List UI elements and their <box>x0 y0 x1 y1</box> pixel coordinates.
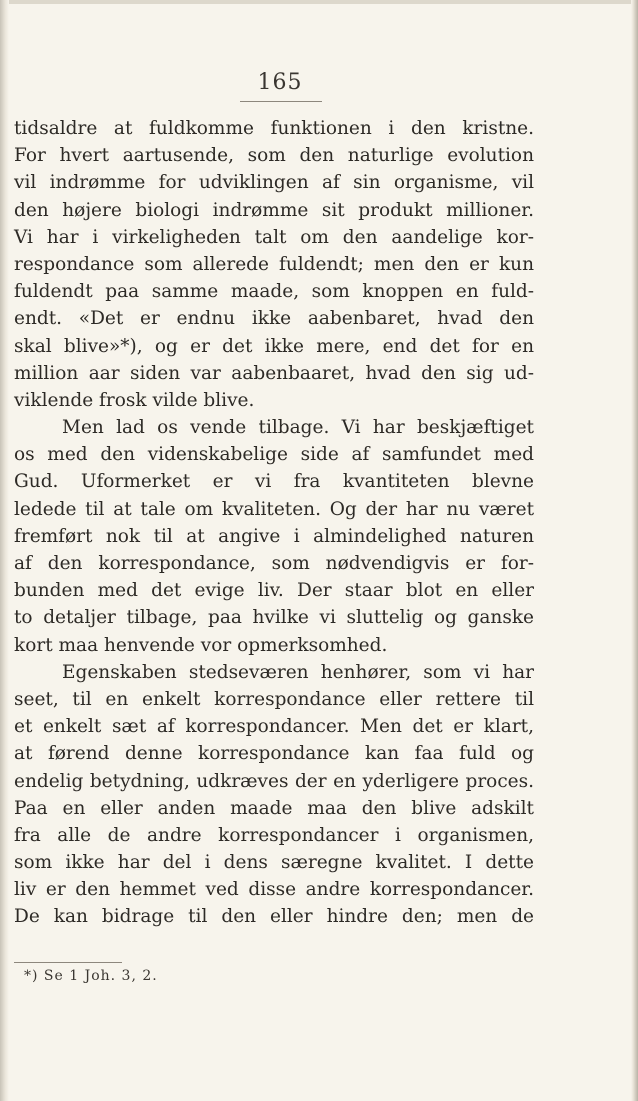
text-line: af den korrespondance, som nødvendigvis er for- <box>14 553 534 574</box>
page-number: 165 <box>257 70 303 95</box>
text-line: Paa en eller anden maade maa den blive adskilt <box>14 797 534 819</box>
page-top-edge <box>0 0 638 4</box>
text-line: bunden med det evige liv. Der staar blot en eller <box>14 580 534 602</box>
text-line: million aar siden var aabenbaaret, hvad den sig ud- <box>14 362 534 384</box>
text-line: endelig betydning, udkræves der en yderligere proces. <box>14 770 534 792</box>
text-line: fuldendt paa samme maade, som knoppen en fuld- <box>14 281 534 303</box>
text-line: De kan bidrage til den eller hindre den; men de <box>14 906 534 928</box>
text-line: fra alle de andre korrespondancer i organismen, <box>14 824 534 846</box>
text-line: viklende frosk vilde blive. <box>14 389 255 411</box>
footnote-rule <box>14 962 122 963</box>
text-line: vil indrømme for udviklingen af sin organisme, vil <box>14 172 534 194</box>
text-line: For hvert aartusende, som den naturlige evolution <box>14 145 534 167</box>
text-line: den højere biologi indrømme sit produkt millioner. <box>14 199 534 221</box>
body-text <box>14 115 534 931</box>
text-line: skal blive»*), og er det ikke mere, end det for en <box>14 335 534 357</box>
text-line: ledede til at tale om kvaliteten. Og der har nu været <box>14 498 534 520</box>
text-line: Gud. Uformerket er vi fra kvantiteten blevne <box>14 471 534 493</box>
text-line: kort maa henvende vor opmerksomhed. <box>14 634 388 656</box>
text-line: endt. «Det er endnu ikke aabenbaret, hvad den <box>14 308 534 330</box>
page-left-edge <box>0 0 9 1101</box>
text-line: Egenskaben stedseværen henhører, som vi har <box>62 661 534 683</box>
text-line: os med den videnskabelige side af samfundet med <box>14 444 534 466</box>
text-line: Vi har i virkeligheden talt om den aandelige kor- <box>14 226 534 248</box>
page-number-rule <box>240 101 322 102</box>
text-line: et enkelt sæt af korrespondancer. Men det er klart, <box>14 716 534 738</box>
text-line: respondance som allerede fuldendt; men den er kun <box>14 253 534 275</box>
text-line: tidsaldre at fuldkomme funktionen i den kristne. <box>14 118 534 139</box>
text-line: Men lad os vende tilbage. Vi har beskjæftiget <box>62 417 534 439</box>
text-line: som ikke har del i dens særegne kvalitet. I dette <box>14 852 534 874</box>
text-line: liv er den hemmet ved disse andre korrespondancer. <box>14 879 534 901</box>
text-line: at førend denne korrespondance kan faa fuld og <box>14 743 534 765</box>
page-right-edge <box>631 0 638 1101</box>
text-line: to detaljer tilbage, paa hvilke vi sluttelig og ganske <box>14 607 534 629</box>
footnote: *) Se 1 Joh. 3, 2. <box>24 968 158 984</box>
text-line: fremført nok til at angive i almindelighed naturen <box>14 525 534 547</box>
text-line: seet, til en enkelt korrespondance eller rettere til <box>14 688 534 710</box>
